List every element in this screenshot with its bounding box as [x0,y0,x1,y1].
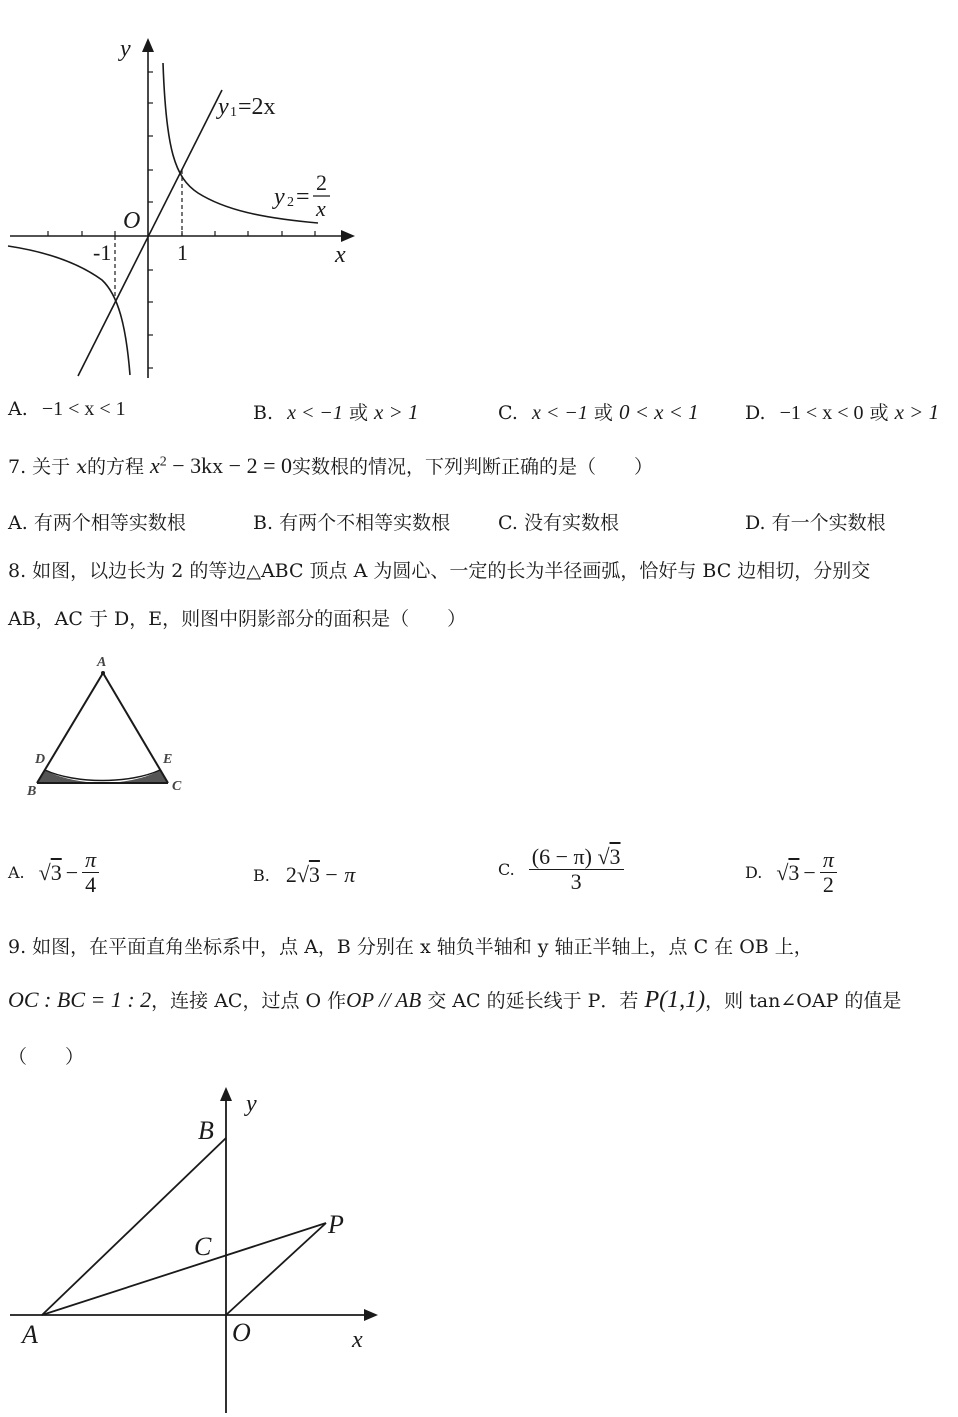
hyperbola-branch-right [163,63,318,223]
q7-stem: 7. 关于 x的方程 $x^2 - 3kx - 2 = 0$实数根的情况，下列判断正确的是（ ） [8,453,654,478]
coordinate-figure [0,1085,400,1417]
option-or: 或 [593,402,613,424]
y-axis-arrow [142,38,154,52]
q6-option-d[interactable] [745,398,939,425]
q7-option-b[interactable]: B. 有两个不相等实数根 [253,512,451,534]
option-letter: C. [498,402,518,424]
q7-option-a[interactable]: A. 有两个相等实数根 [8,512,186,534]
function-graph-figure [0,30,370,385]
option-text: x > 1 [374,400,419,424]
q8-stem-line2: AB，AC 于 D，E，则图中阴影部分的面积是（ ） [8,608,467,630]
option-letter: B. [253,402,274,424]
option-letter: D. [745,402,766,424]
x-axis-label: x [335,242,346,268]
label-p: P [328,1210,344,1239]
label-o: O [232,1318,251,1347]
q8-option-a[interactable]: A. √3 − $\frac{\pi}{4}$ [8,848,99,897]
option-text: x > 1 [894,400,940,424]
y-axis-label: y [246,1091,257,1117]
label-d: D [35,752,46,767]
q7-option-c[interactable]: C. 没有实数根 [498,512,619,534]
q9-stem-line2: OC : BC = 1 : 2，连接 AC，过点 O 作OP // AB 交 AC 的延长线于 P．若 P(1,1)，则 tan∠OAP 的值是 [8,987,902,1013]
label-b: B [27,784,37,799]
q8-stem-line1: 8. 如图，以边长为 2 的等边△ABC 顶点 A 为圆心、一定的长为半径画弧，恰好与 BC 边相切，分别交 [8,560,871,582]
label-a: A [97,655,107,670]
tick-label-neg1: -1 [93,240,112,265]
segment-ab [42,1138,226,1315]
svg-text:=2x: =2x [238,94,276,120]
svg-text:2: 2 [287,195,294,210]
x-axis-arrow [364,1309,378,1321]
svg-text:x: x [316,196,326,221]
x-axis-arrow [341,230,355,242]
q6-option-c[interactable] [498,398,699,425]
line-label [216,94,276,120]
q9-stem-line3: （ ） [8,1046,85,1068]
q7-option-d[interactable]: D. 有一个实数根 [745,512,886,534]
segment-ap [42,1223,326,1315]
q6-option-b[interactable] [253,398,419,425]
svg-text:2: 2 [316,170,327,195]
curve-label [272,170,330,221]
label-e: E [163,752,173,767]
option-text: −1 < x < 1 [41,398,126,420]
svg-text:y: y [218,94,229,120]
option-letter: A. [8,398,28,420]
option-text: −1 < x < 0 [779,402,864,424]
label-b: B [198,1116,214,1145]
label-c: C [172,779,182,794]
option-text: x < −1 [287,402,343,424]
y-axis-label: y [120,36,131,62]
option-or: 或 [869,402,889,424]
q8-option-b[interactable]: B. 2 √3 − π [253,862,356,887]
svg-text:1: 1 [230,105,237,120]
q8-option-c[interactable]: C. (6 − π) √3 3 [498,845,624,894]
side-ac [103,673,168,783]
option-text: 0 < x < 1 [618,400,699,424]
svg-text:y: y [274,184,285,210]
option-text: x < −1 [531,402,588,424]
option-or: 或 [348,402,368,424]
line-y1 [78,90,222,376]
q6-option-a[interactable] [8,398,126,421]
label-a: A [22,1320,38,1349]
segment-op [226,1223,326,1315]
side-ab [37,673,103,783]
triangle-figure [25,650,200,800]
tick-label-1: 1 [177,240,188,265]
y-axis-arrow [220,1087,232,1101]
q8-option-d[interactable]: D. √3 − $\frac{\pi}{2}$ [745,848,837,897]
q9-stem-line1: 9. 如图，在平面直角坐标系中，点 A，B 分别在 x 轴负半轴和 y 轴正半轴上，点 C 在 OB 上， [8,936,813,958]
origin-label: O [123,208,141,234]
svg-text:=: = [296,184,310,210]
x-axis-label: x [352,1327,363,1353]
label-c: C [194,1232,212,1261]
